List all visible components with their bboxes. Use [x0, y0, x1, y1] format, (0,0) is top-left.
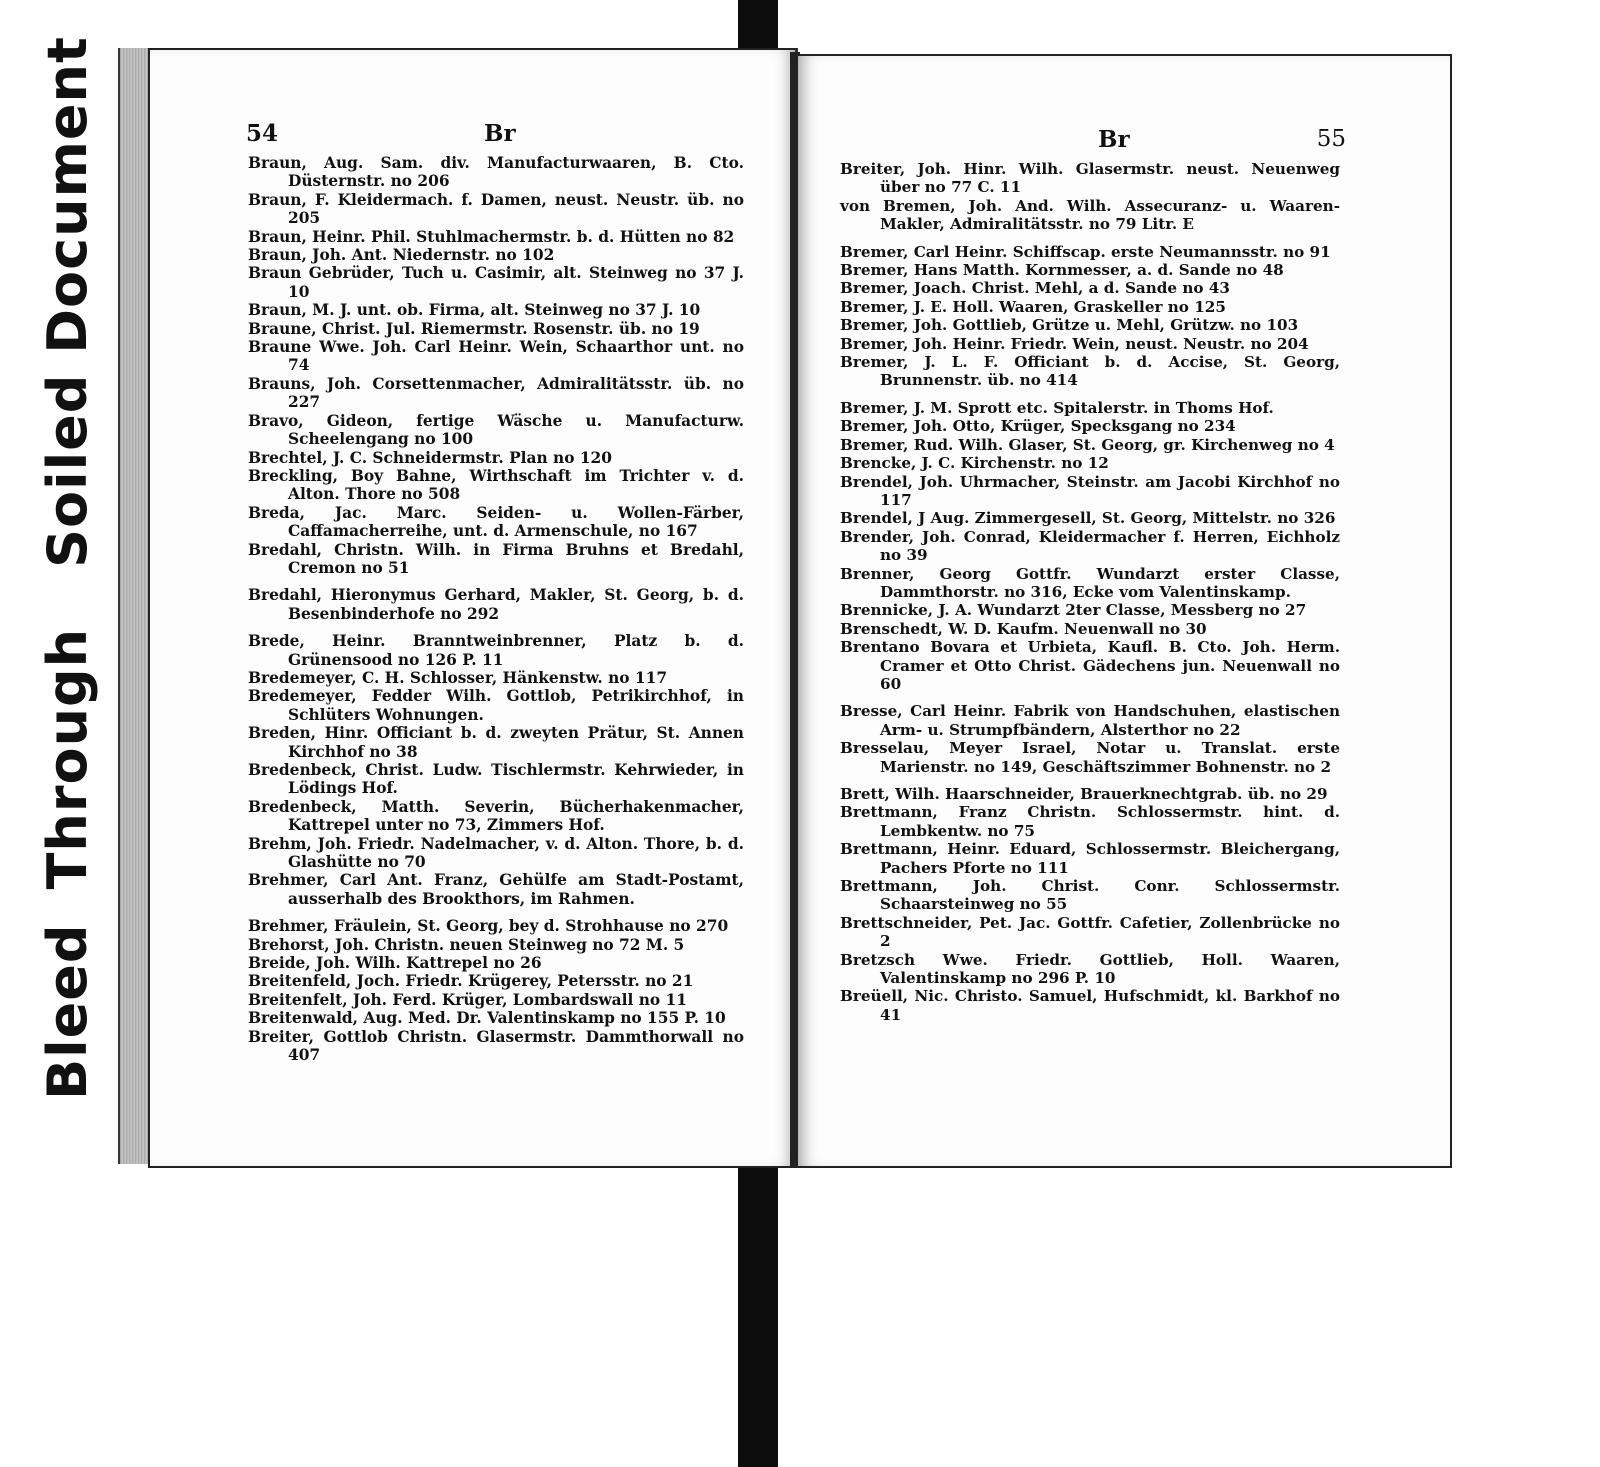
directory-entry: Brauns, Joh. Corsettenmacher, Admiralitätsstr. üb. no 227 [248, 374, 744, 412]
directory-entry: Brettmann, Heinr. Eduard, Schlossermstr. Bleichergang, Pachers Pforte no 111 [840, 840, 1340, 877]
directory-entry: Brennicke, J. A. Wundarzt 2ter Classe, Messberg no 27 [840, 601, 1307, 620]
directory-entry: Breitenwald, Aug. Med. Dr. Valentinskamp no 155 P. 10 [248, 1009, 726, 1028]
directory-entry: Breitenfelt, Joh. Ferd. Krüger, Lombardswall no 11 [248, 990, 687, 1009]
directory-entry: Bretzsch Wwe. Friedr. Gottlieb, Holl. Waaren, Valentinskamp no 296 P. 10 [840, 950, 1340, 988]
right-running-head: Br [1098, 126, 1130, 153]
right-page-number: 55 [1316, 126, 1346, 152]
right-entry-list [840, 160, 1340, 1024]
directory-entry: Braun, F. Kleidermach. f. Damen, neust. Neustr. üb. no 205 [248, 190, 744, 228]
directory-entry: Brede, Heinr. Branntweinbrenner, Platz b. d. Grünensood no 126 P. 11 [248, 632, 744, 669]
directory-entry: Brendel, J Aug. Zimmergesell, St. Georg, Mittelstr. no 326 [840, 509, 1336, 528]
directory-entry: Bremer, Joh. Gottlieb, Grütze u. Mehl, Grützw. no 103 [840, 316, 1299, 335]
binding-strap-bottom [738, 1160, 778, 1467]
directory-entry: Braune, Christ. Jul. Riemermstr. Rosenstr. üb. no 19 [248, 319, 700, 338]
directory-entry: Bredahl, Christn. Wilh. in Firma Bruhns et Bredahl, Cremon no 51 [248, 540, 744, 577]
directory-entry: Bresselau, Meyer Israel, Notar u. Translat. erste Marienstr. no 149, Geschäftszimmer Bohnenstr. no 2 [840, 739, 1340, 776]
left-running-head: Br [484, 120, 516, 147]
directory-entry: Brehm, Joh. Friedr. Nadelmacher, v. d. Alton. Thore, b. d. Glashütte no 70 [248, 834, 744, 872]
directory-entry: Brenner, Georg Gottfr. Wundarzt erster Classe, Dammthorstr. no 316, Ecke vom Valentinskamp. [840, 564, 1340, 601]
directory-entry: Breiter, Joh. Hinr. Wilh. Glasermstr. neust. Neuenweg über no 77 C. 11 [840, 160, 1340, 197]
directory-entry: Breide, Joh. Wilh. Kattrepel no 26 [248, 954, 542, 973]
directory-entry: Bravo, Gideon, fertige Wäsche u. Manufacturw. Scheelengang no 100 [248, 411, 744, 449]
directory-entry: Bredemeyer, C. H. Schlosser, Hänkenstw. no 117 [248, 668, 668, 687]
directory-entry: Braun, Heinr. Phil. Stuhlmachermstr. b. d. Hütten no 82 [248, 227, 735, 246]
directory-entry: Breckling, Boy Bahne, Wirthschaft im Trichter v. d. Alton. Thore no 508 [248, 466, 744, 504]
directory-entry: Brencke, J. C. Kirchenstr. no 12 [840, 454, 1109, 473]
directory-entry: Breiter, Gottlob Christn. Glasermstr. Dammthorwall no 407 [248, 1027, 744, 1065]
directory-entry: Bremer, J. E. Holl. Waaren, Graskeller no 125 [840, 297, 1226, 316]
directory-entry: Breüell, Nic. Christo. Samuel, Hufschmidt, kl. Barkhof no 41 [840, 987, 1340, 1024]
condition-label-word3: Soiled Document [36, 36, 99, 568]
directory-entry: Bremer, Joh. Otto, Krüger, Specksgang no 234 [840, 417, 1236, 436]
directory-entry: Brentano Bovara et Urbieta, Kaufl. B. Cto. Joh. Herm. Cramer et Otto Christ. Gädechens jun. Neuenwall no 60 [840, 638, 1340, 693]
condition-label [36, 36, 99, 1100]
directory-entry: Bremer, Joach. Christ. Mehl, a d. Sande no 43 [840, 279, 1230, 298]
left-entry-list [248, 154, 744, 1065]
directory-entry: Bredahl, Hieronymus Gerhard, Makler, St. Georg, b. d. Besenbinderhofe no 292 [248, 586, 744, 623]
directory-entry: Brender, Joh. Conrad, Kleidermacher f. Herren, Eichholz no 39 [840, 527, 1340, 565]
directory-entry: Brechtel, J. C. Schneidermstr. Plan no 120 [248, 448, 612, 467]
condition-label-word1: Bleed [36, 923, 99, 1100]
directory-entry: von Bremen, Joh. And. Wilh. Assecuranz- u. Waaren-Makler, Admiralitätsstr. no 79 Litr. E [840, 196, 1340, 234]
left-page-number: 54 [246, 120, 279, 147]
condition-label-word2: Through [36, 627, 99, 890]
directory-entry: Brettschneider, Pet. Jac. Gottfr. Cafetier, Zollenbrücke no 2 [840, 913, 1340, 951]
directory-entry: Braun, Joh. Ant. Niedernstr. no 102 [248, 246, 555, 265]
directory-entry: Bredenbeck, Matth. Severin, Bücherhakenmacher, Kattrepel unter no 73, Zimmers Hof. [248, 797, 744, 835]
directory-entry: Breden, Hinr. Officiant b. d. zweyten Prätur, St. Annen Kirchhof no 38 [248, 724, 744, 761]
directory-entry: Braun, Aug. Sam. div. Manufacturwaaren, B. Cto. Düsternstr. no 206 [248, 154, 744, 191]
directory-entry: Bredemeyer, Fedder Wilh. Gottlob, Petrikirchhof, in Schlüters Wohnungen. [248, 687, 744, 724]
directory-entry: Brehmer, Fräulein, St. Georg, bey d. Strohhause no 270 [248, 917, 729, 936]
left-page [148, 48, 798, 1168]
directory-entry: Bresse, Carl Heinr. Fabrik von Handschuhen, elastischen Arm- u. Strumpfbändern, Alsterthor no 22 [840, 702, 1340, 739]
directory-entry: Brehorst, Joh. Christn. neuen Steinweg no 72 M. 5 [248, 935, 685, 954]
directory-entry: Bredenbeck, Christ. Ludw. Tischlermstr. Kehrwieder, in Lödings Hof. [248, 761, 744, 798]
directory-entry: Breda, Jac. Marc. Seiden- u. Wollen-Färber, Caffamacherreihe, unt. d. Armenschule, no 167 [248, 503, 744, 541]
directory-entry: Brettmann, Joh. Christ. Conr. Schlossermstr. Schaarsteinweg no 55 [840, 877, 1340, 914]
directory-entry: Brenschedt, W. D. Kaufm. Neuenwall no 30 [840, 619, 1207, 638]
directory-entry: Bremer, Hans Matth. Kornmesser, a. d. Sande no 48 [840, 261, 1284, 280]
directory-entry: Brendel, Joh. Uhrmacher, Steinstr. am Jacobi Kirchhof no 117 [840, 472, 1340, 509]
directory-entry: Brehmer, Carl Ant. Franz, Gehülfe am Stadt-Postamt, ausserhalb des Brookthors, im Rahmen. [248, 871, 744, 908]
directory-entry: Bremer, J. M. Sprott etc. Spitalerstr. in Thoms Hof. [840, 398, 1274, 417]
directory-entry: Bremer, Joh. Heinr. Friedr. Wein, neust. Neustr. no 204 [840, 334, 1309, 353]
directory-entry: Brett, Wilh. Haarschneider, Brauerknechtgrab. üb. no 29 [840, 785, 1328, 803]
directory-entry: Braun, M. J. unt. ob. Firma, alt. Steinweg no 37 J. 10 [248, 301, 701, 320]
directory-entry: Braune Wwe. Joh. Carl Heinr. Wein, Schaarthor unt. no 74 [248, 338, 744, 375]
left-page-header [150, 120, 795, 150]
directory-entry: Breitenfeld, Joch. Friedr. Krügerey, Petersstr. no 21 [248, 972, 694, 991]
directory-entry: Bremer, Rud. Wilh. Glaser, St. Georg, gr. Kirchenweg no 4 [840, 435, 1335, 454]
directory-entry: Bremer, J. L. F. Officiant b. d. Accise, St. Georg, Brunnenstr. üb. no 414 [840, 353, 1340, 390]
right-page [796, 54, 1452, 1168]
directory-entry: Braun Gebrüder, Tuch u. Casimir, alt. Steinweg no 37 J. 10 [248, 264, 744, 301]
directory-entry: Bremer, Carl Heinr. Schiffscap. erste Neumannsstr. no 91 [840, 242, 1331, 261]
directory-entry: Brettmann, Franz Christn. Schlossermstr. hint. d. Lembkentw. no 75 [840, 803, 1340, 840]
right-page-header [798, 126, 1450, 156]
